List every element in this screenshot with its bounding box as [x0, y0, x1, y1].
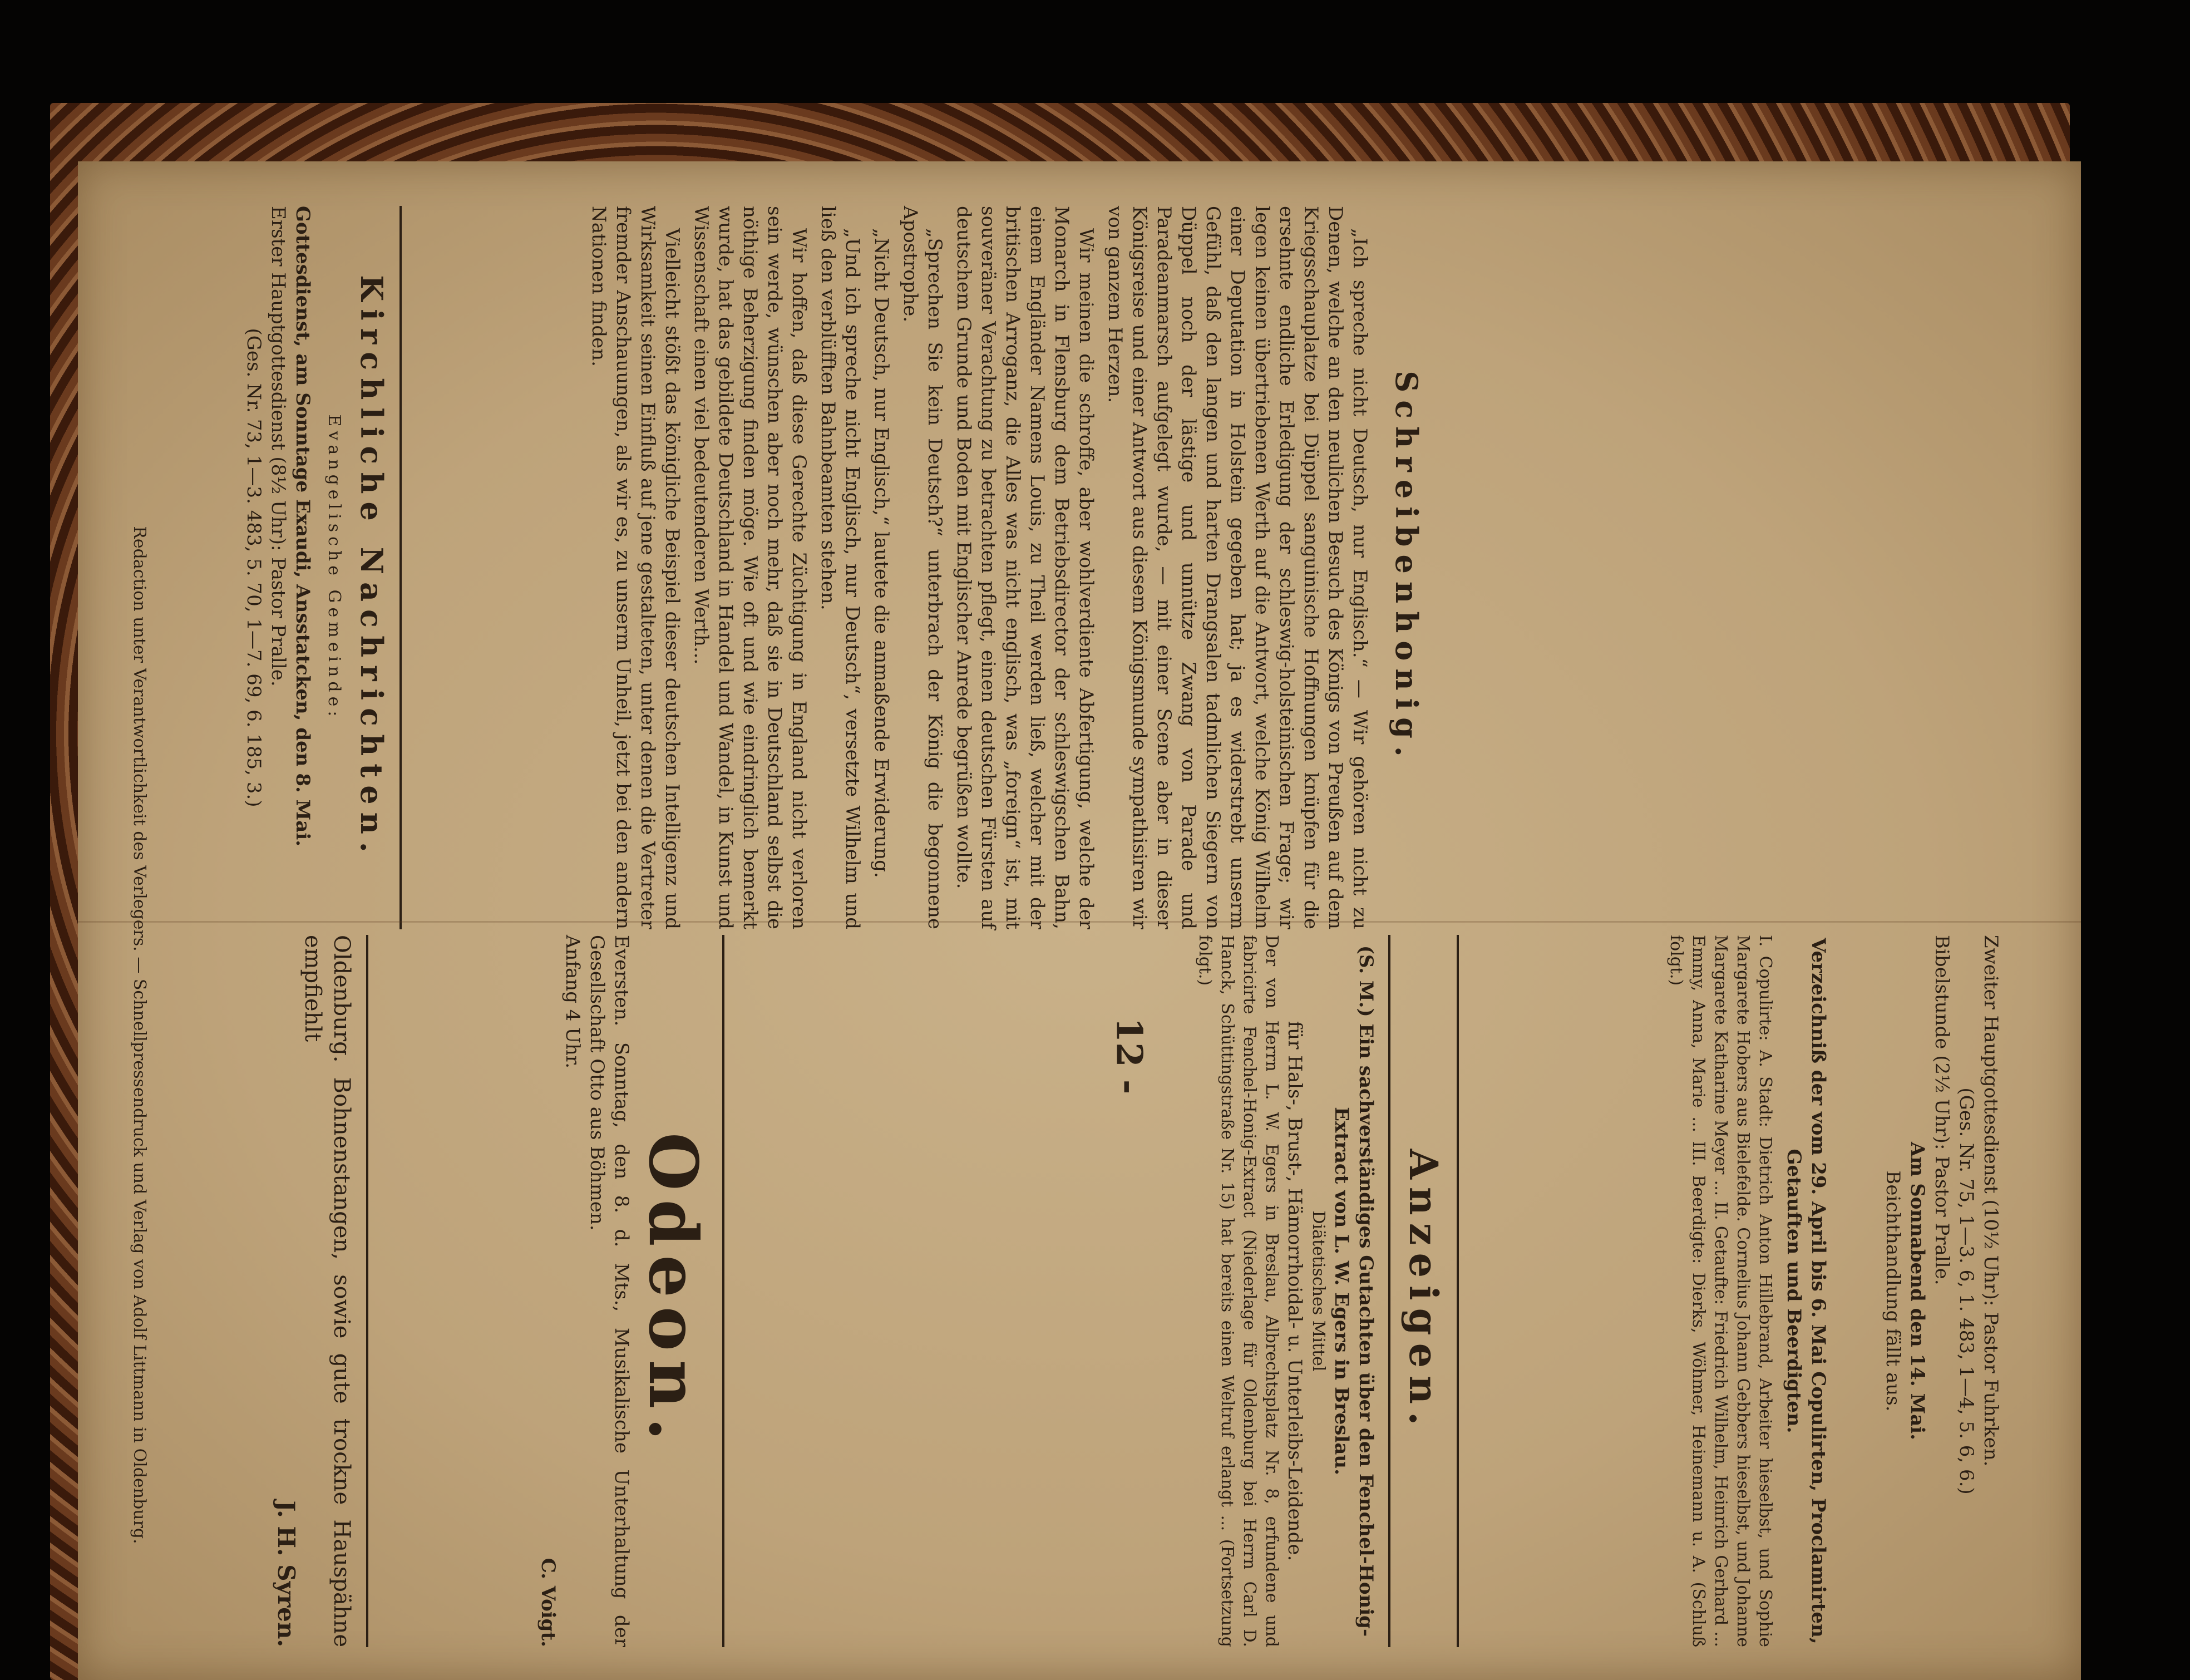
church-subtitle: Evangelische Gemeinde: [324, 414, 344, 721]
anzeigen-lead: für Hals-, Brust-, Hämorrhoidal- u. Unterleibs-Leidende. [1284, 1021, 1306, 1561]
advertisements-column [857, 935, 1469, 1647]
newspaper-sheet [78, 161, 2081, 1680]
article-body [586, 206, 1372, 929]
anzeigen-text: Der von Herrn L. W. Egers in Breslau, Albrechtsplatz Nr. 8, erfundene und fabricirte Fenchel-Honig-Extract (Niederlage für Oldenburg bei Herrn Carl D. Hanck, Schüttingstraße Nr. 15) hat bereits einen Weltruf erlangt ... (Fortsetzung folgt.) [1195, 935, 1281, 1647]
article-paragraph: „Ich spreche nicht Deutsch, nur Englisch.“ — Wir gehören nicht zu Denen, welche an den neulichen Besuch des Königs von Preußen auf dem Kriegsschauplatze bei Düppel sanguinische Hoffnungen knüpfen für die ersehnte endliche Erledigung der schleswig-holsteinischen Frage; wir legen keinen übertriebenen Werth auf die Antwort, welche König Wilhelm einer Deputation in Holstein gegeben hat; ja es widerstrebt unserm Gefühl, daß den langen und harten Drangsalen tadmlichen Siegern von Düppel noch der lästige und unnütze Zwang von Parade und Paradeanmarsch aufgelegt wurde, — mit einer Scene aber in dieser Königsreise und einer Antwort aus diesem Königsmunde sympathisiren wir von ganzem Herzen. [1104, 206, 1371, 929]
footer-imprint [122, 395, 150, 1675]
divider [722, 935, 724, 1647]
ad-line: Oldenburg. Bohnenstangen, sowie gute trockne Hauspähne empfiehlt [300, 935, 354, 1647]
church-line: Am Sonnabend den 14. Mai. [1906, 1142, 1928, 1440]
register-title: Verzeichniß der vom 29. April bis 6. Mai Copulirten, Proclamirten, Getauften und Beerdigten. [1783, 938, 1829, 1644]
church-line: (Ges. Nr. 73, 1—3. 483, 5. 70, 1—7. 69, 6. 185, 3.) [243, 328, 265, 807]
church-news-column [145, 206, 412, 929]
church-continued-column [1836, 935, 2003, 1647]
footer-text: Redaction unter Verantwortlichkeit des Verlegers. — Schnellpressendruck und Verlag von Adolf Littmann in Oldenburg. [130, 526, 149, 1544]
church-title: Kirchliche Nachrichten. [354, 275, 389, 860]
church-line: Gottesdienst, am Sonntage Exaudi, Ansstatcken, den 8. Mai. [292, 206, 314, 847]
article-paragraph: „Nicht Deutsch, nur Englisch,“ lautete die anmaßende Erwiderung. [870, 228, 892, 878]
church-line: (Ges. Nr. 75, 1—3. 6, 1. 483, 1—4, 5. 6, 6.) [1955, 1087, 1977, 1495]
article-title: Schreibenhonig. [1389, 371, 1424, 765]
divider [1388, 935, 1390, 1647]
article-paragraph: Wir meinen die schroffe, aber wohlverdiente Abfertigung, welche der Monarch in Flensburg dem Betriebsdirector der schleswigschen Bahn, einem Engländer Namens Louis, zu Theil werden ließ, welcher mit der britischen Arroganz, die Alles was nicht englisch, was „foreign“ ist, mit souveräner Verachtung zu betrachten pflegt, einen deutschen Fürsten auf deutschem Grunde und Boden mit Englischer Anrede begrüßen wollte. [953, 206, 1097, 929]
church-line: Beichthandlung fällt aus. [1882, 1170, 1904, 1412]
odeon-title: Odeon. [634, 1132, 712, 1450]
anzeigen-subtitle: (S. M.) Ein sachverständiges Gutachten über den Fenchel-Honig-Extract von L. W. Egers in Breslau. [1330, 945, 1377, 1637]
bohnenstangen-ad [211, 935, 378, 1647]
church-line: Bibelstunde (2½ Uhr): Pastor Pralle. [1931, 935, 1953, 1285]
divider [399, 206, 402, 929]
article-paragraph: „Und ich spreche nicht Englisch, nur Deutsch“, versetzte Wilhelm und ließ den verblüfften Bahnbeamten stehen. [817, 206, 864, 929]
ad-signature: J. H. Syren. [273, 1500, 300, 1647]
anzeigen-title: Anzeigen. [1400, 1149, 1447, 1433]
article-column [590, 206, 1424, 929]
odeon-line: Anfang 4 Uhr. [561, 935, 584, 1069]
register-text: I. Copulirte: A. Stadt: Dietrich Anton Hillebrand, Arbeiter hieselbst, und Sophie Margarete Hobers aus Bielefelde. Cornelius Johann Gebbers hieselbst, und Johanne Margarete Katharine Meyer ... II. Getaufte: Friedrich Wilhelm, Heinrich Gerhard ... Emmy, Anna, Marie ... III. Beerdigte: Dierks, Wöhmer, Heinemann u. A. (Schluß folgt.) [1666, 935, 1775, 1648]
article-paragraph: Wir hoffen, daß diese Gerechte Züchtigung in England nicht verloren sein werde, wünschen aber noch mehr, daß sie in Deutschland selbst die nöthige Beherzigung finden möge. Wie oft und wie eindringlich bemerkt wurde, hat das gebildete Deutschland in Handel und Wandel, in Kunst und Wissenschaft einen viel bedeutenderen Werth... [690, 206, 810, 929]
church-line: Erster Hauptgottesdienst (8½ Uhr): Pastor Pralle. [267, 206, 289, 687]
anzeigen-category: Diätetisches Mittel [1309, 1210, 1328, 1372]
divider [366, 935, 368, 1647]
page-number: 12 - [1108, 1017, 1150, 1095]
article-paragraph: Vielleicht stößt das königliche Beispiel dieser deutschen Intelligenz und Wirksamkeit seinen Einfluß auf jene gestalteten, unter denen die Vertreter fremder Anschauungen, als wir es, zu unserm Unheil, jetzt bei den andern Nationen finden. [588, 206, 683, 929]
odeon-ad [523, 935, 734, 1647]
register-column [1519, 935, 1831, 1647]
odeon-signature: C. Voigt. [537, 1558, 559, 1647]
church-line: Zweiter Hauptgottesdienst (10½ Uhr): Pastor Fuhrken. [1980, 935, 2002, 1467]
article-paragraph: „Sprechen Sie kein Deutsch?“ unterbrach der König die begonnene Apostrophe. [899, 206, 946, 929]
divider [1457, 935, 1459, 1647]
odeon-line: Eversten. Sonntag, den 8. d. Mts., Musikalische Unterhaltung der Gesellschaft Otto aus Böhmen. [586, 935, 633, 1647]
